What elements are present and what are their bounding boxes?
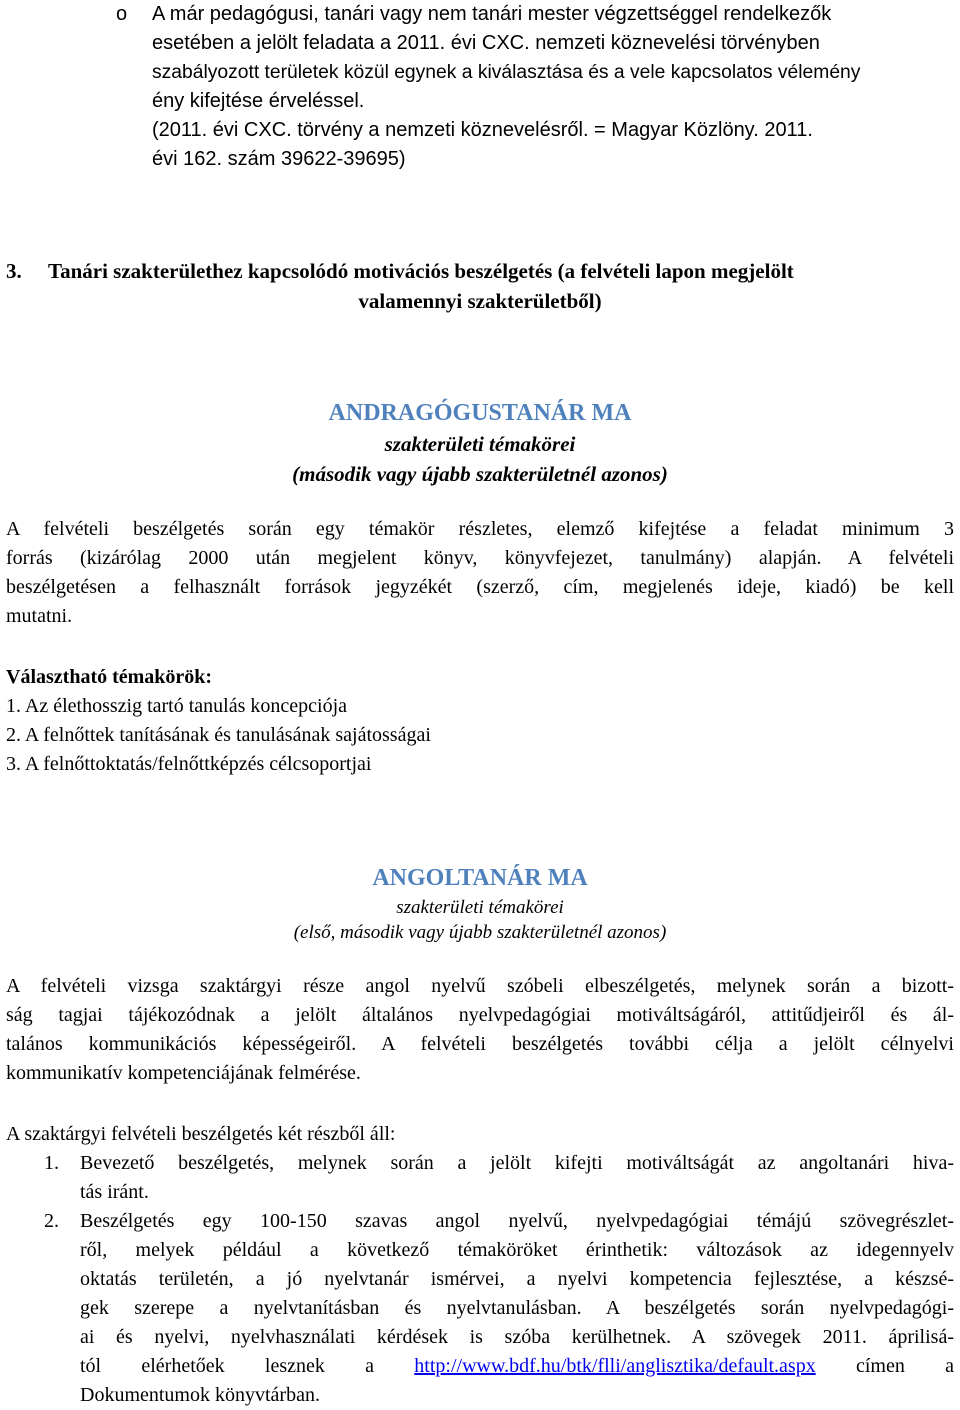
parts-intro: A szaktárgyi felvételi beszélgetés két részből áll: — [6, 1123, 396, 1145]
section-subtitle: szakterületi témakörei — [396, 897, 564, 918]
bullet-line: A már pedagógusi, tanári vagy nem tanári mester végzettséggel rendelkezők — [152, 3, 832, 25]
topic-item: 2. A felnőttek tanításának és tanulásának sajátosságai — [6, 724, 431, 746]
section-subtitle: szakterületi témakörei — [384, 432, 576, 456]
paragraph — [6, 972, 954, 1088]
list-number: 2. — [44, 1210, 59, 1232]
list-line: tás iránt. — [80, 1181, 149, 1203]
paragraph — [6, 515, 954, 631]
bullet-line: szabályozott területek közül egynek a kiválasztása és a vele kapcsolatos vélemény — [152, 62, 861, 83]
link-prefix-text: tól elérhetőek lesznek a — [80, 1355, 375, 1377]
list-line: ről, melyek például a következő témaköröket érinthetik: változások az idegennyelv — [80, 1239, 954, 1261]
section-subtitle: (második vagy újabb szakterületnél azonos) — [292, 462, 668, 486]
list-line: ai és nyelvi, nyelvhasználati kérdések is szóba kerülhetnek. A szövegek 2011. áprilisá- — [80, 1326, 954, 1348]
heading-number: 3. — [6, 259, 22, 283]
section-subtitle: (első, második vagy újabb szakterületnél azonos) — [293, 922, 667, 943]
heading-line: valamennyi szakterületből) — [358, 289, 602, 313]
section-title: ANGOLTANÁR MA — [372, 865, 588, 891]
bullet-line: esetében a jelölt feladata a 2011. évi CXC. nemzeti köznevelési törvényben — [152, 32, 820, 54]
list-line: gek szerepe a nyelvtanításban és nyelvtanulásban. A beszélgetés során nyelvpedagógi- — [80, 1297, 954, 1319]
documents-link[interactable]: http://www.bdf.hu/btk/flli/anglisztika/default.aspx — [414, 1355, 816, 1377]
bullet-line: (2011. évi CXC. törvény a nemzeti köznevelésről. = Magyar Közlöny. 2011. — [152, 119, 813, 141]
topic-item: 3. A felnőttoktatás/felnőttképzés célcsoportjai — [6, 753, 372, 775]
list-line: oktatás területén, a jó nyelvtanár ismérvei, a nyelvi kompetencia fejlesztése, a készsé- — [80, 1268, 954, 1290]
list-line-with-link — [80, 1352, 954, 1381]
list-line: Bevezető beszélgetés, melynek során a jelölt kifejti motiváltságát az angoltanári hiva- — [80, 1152, 954, 1174]
paragraph-line: forrás (kizárólag 2000 után megjelent könyv, könyvfejezet, tanulmány) alapján. A felvételi — [6, 547, 954, 569]
link-suffix-text: címen a — [855, 1355, 954, 1377]
paragraph-line: kommunikatív kompetenciájának felmérése. — [6, 1062, 361, 1084]
paragraph-line: mutatni. — [6, 605, 73, 627]
bullet-line: ény kifejtése érveléssel. — [152, 90, 365, 112]
topic-item: 1. Az élethosszig tartó tanulás koncepciója — [6, 695, 348, 717]
bullet-line: évi 162. szám 39622-39695) — [152, 148, 406, 170]
list-line: Dokumentumok könyvtárban. — [80, 1384, 320, 1406]
paragraph-line: beszélgetésen a felhasznált források jegyzékét (szerző, cím, megjelenés ideje, kiadó) be kell — [6, 576, 954, 598]
paragraph-line: A felvételi beszélgetés során egy témakör részletes, elemző kifejtése a feladat minimum 3 — [6, 518, 954, 540]
paragraph-line: ság tagjai tájékozódnak a jelölt általános nyelvpedagógiai motiváltságáról, attitűdjeiről és ál- — [6, 1004, 954, 1026]
paragraph-line: A felvételi vizsga szaktárgyi része angol nyelvű szóbeli elbeszélgetés, melynek során a bizott- — [6, 975, 954, 997]
heading-line: Tanári szakterülethez kapcsolódó motivációs beszélgetés (a felvételi lapon megjelölt — [48, 259, 794, 283]
list-number: 1. — [44, 1152, 59, 1174]
section-title: ANDRAGÓGUSTANÁR MA — [328, 400, 632, 426]
bullet-marker: o — [116, 3, 128, 25]
topics-heading: Választható témakörök: — [6, 666, 213, 688]
paragraph-line: talános kommunikációs képességeiről. A felvételi beszélgetés további célja a jelölt célnyelvi — [6, 1033, 954, 1055]
list-line: Beszélgetés egy 100-150 szavas angol nyelvű, nyelvpedagógiai témájú szövegrészlet- — [80, 1210, 954, 1232]
